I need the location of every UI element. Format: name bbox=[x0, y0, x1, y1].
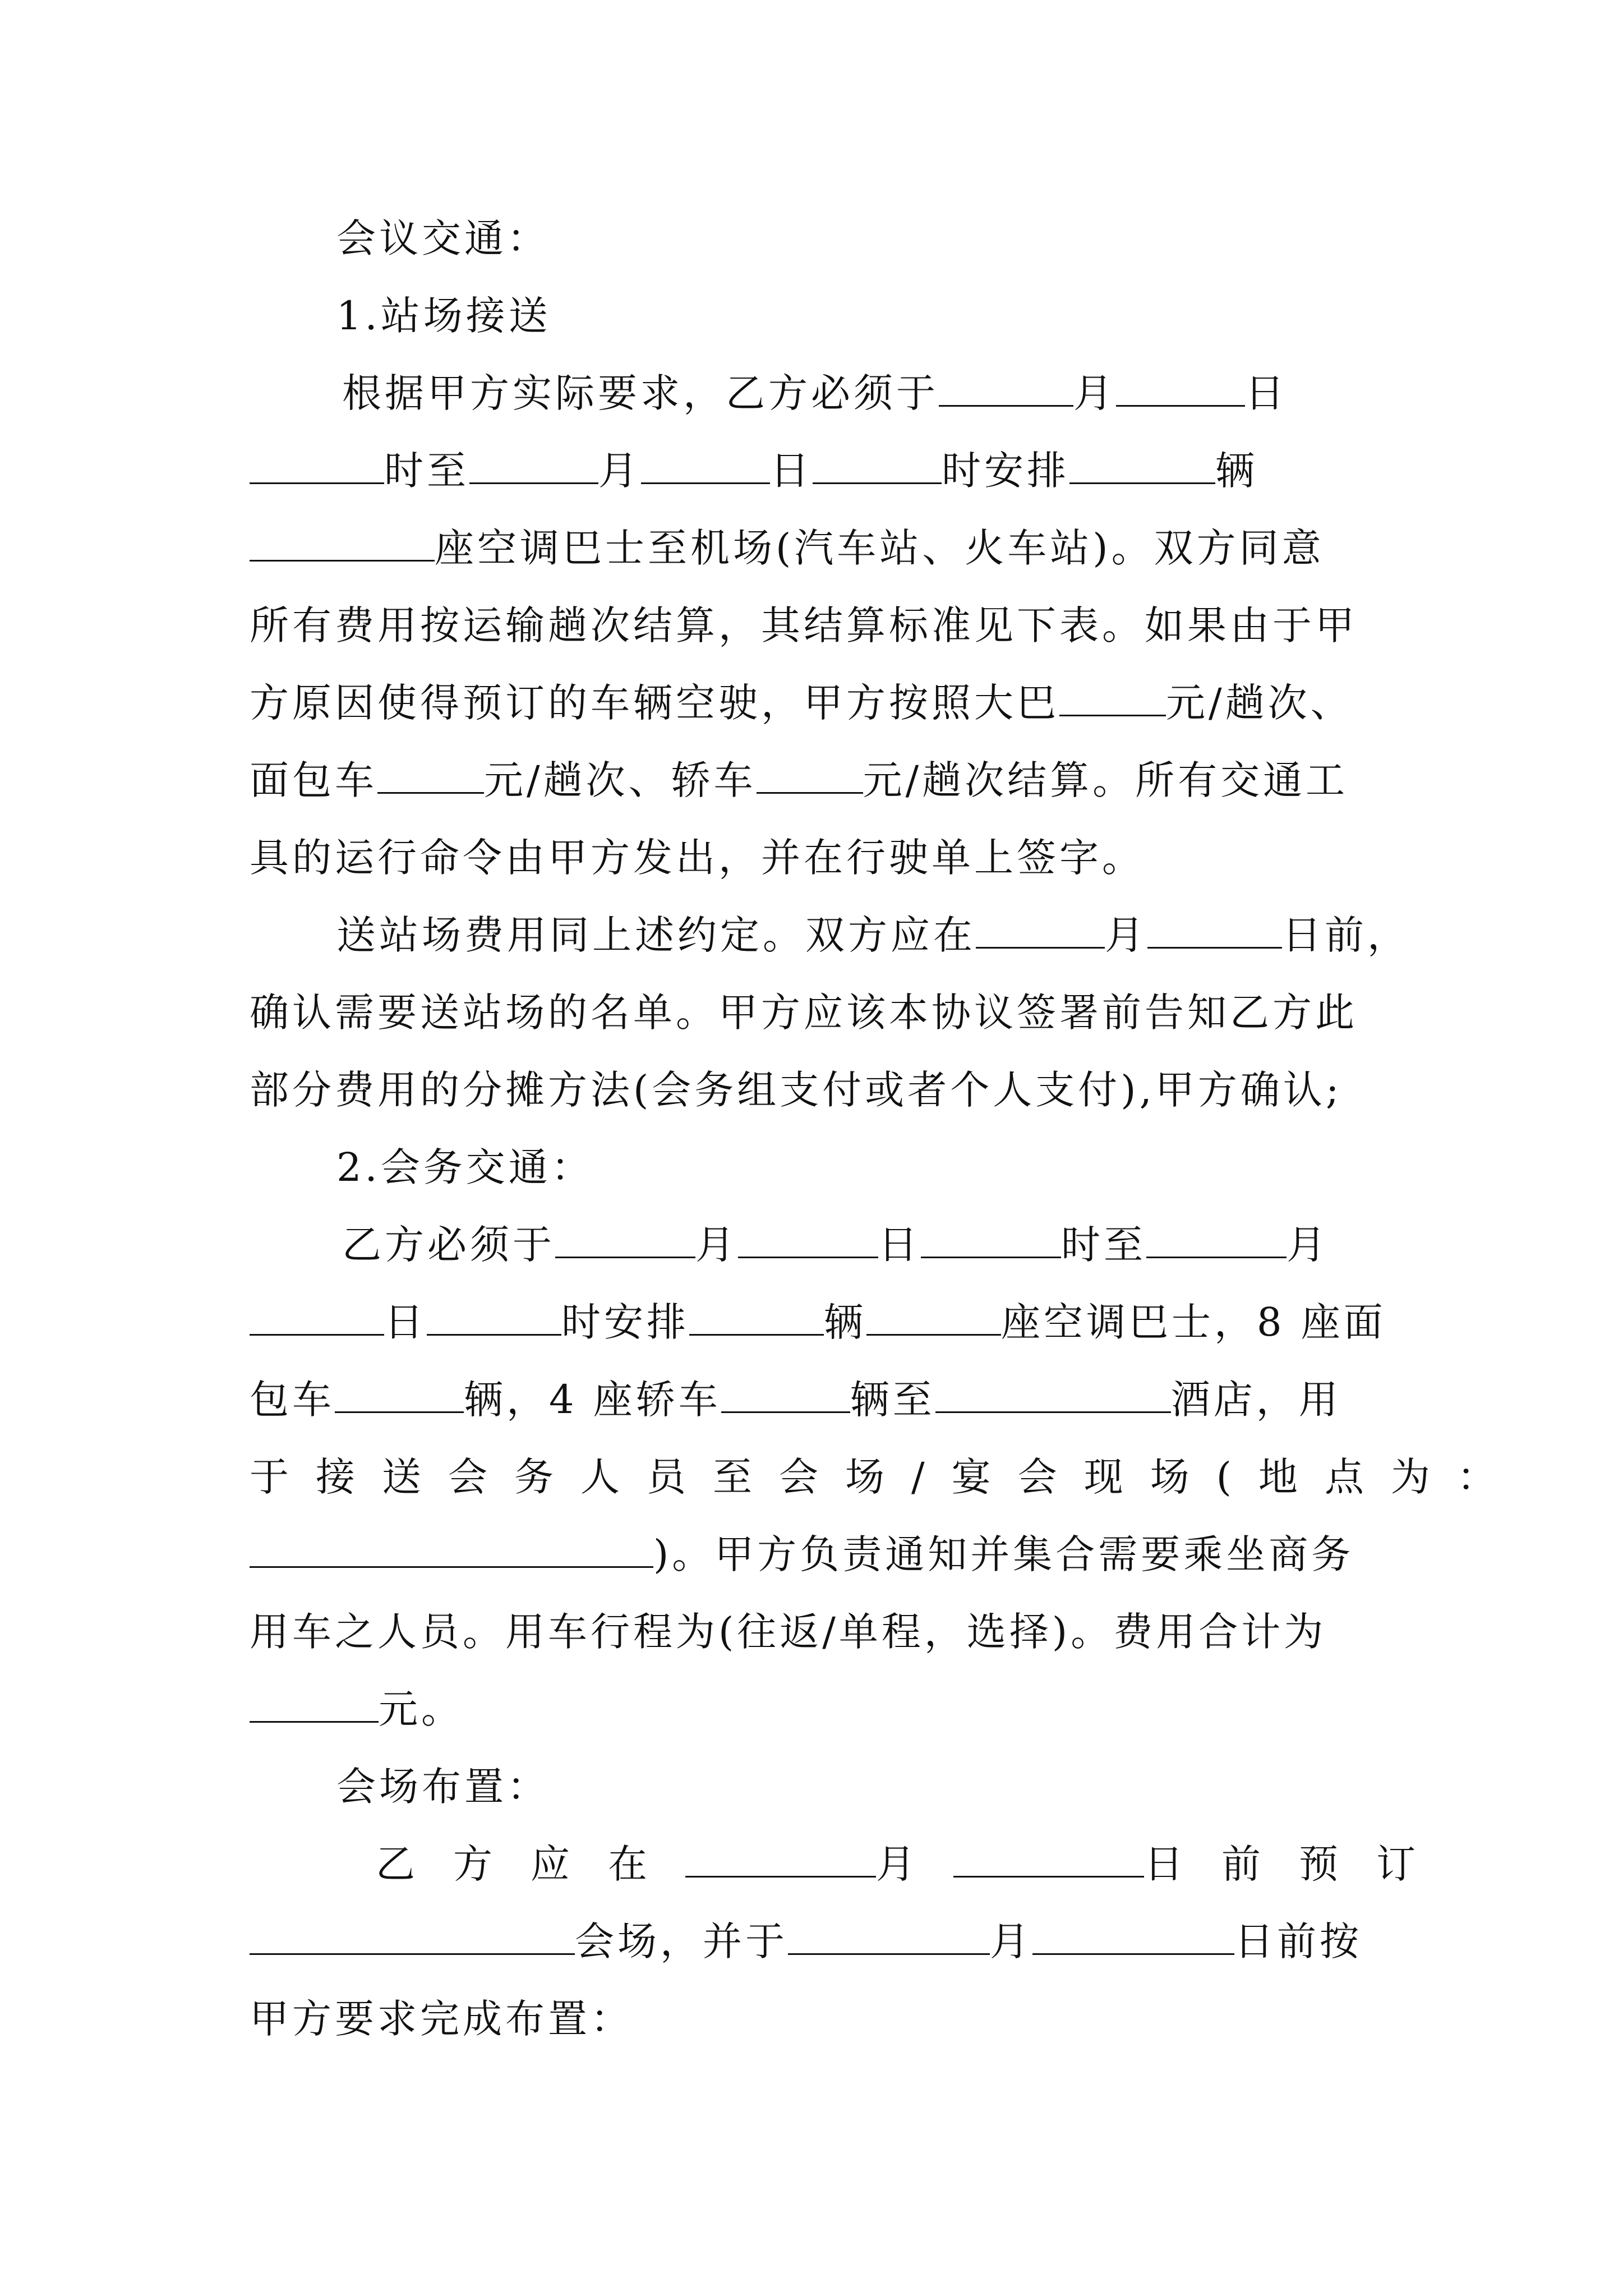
paragraph-line: 乙方必须于 月 日 时至 月 bbox=[342, 1222, 1329, 1268]
paragraph-line: 方原因使得预订的车辆空驶，甲方按照大巴 元/趟次、 bbox=[250, 680, 1353, 726]
fill-blank bbox=[250, 1300, 384, 1336]
fill-blank bbox=[1147, 913, 1282, 949]
item-title-station-transfer: 1.站场接送 bbox=[336, 293, 551, 339]
fill-blank bbox=[939, 371, 1073, 407]
fill-blank bbox=[689, 1300, 824, 1336]
fill-blank bbox=[921, 1223, 1061, 1258]
item-title-conference-transport: 2.会务交通： bbox=[336, 1144, 594, 1190]
fill-blank bbox=[685, 1842, 876, 1878]
fill-blank bbox=[1069, 449, 1215, 484]
fill-blank bbox=[469, 449, 598, 484]
paragraph-line: 确认需要送站场的名单。甲方应该本协议签署前告知乙方此 bbox=[250, 990, 1358, 1036]
fill-blank bbox=[555, 1223, 695, 1258]
paragraph-line: 面包车 元/趟次、轿车 元/趟次结算。所有交通工 bbox=[250, 757, 1349, 803]
fill-blank bbox=[953, 1842, 1144, 1878]
fill-blank bbox=[935, 1378, 1171, 1413]
paragraph-line: 部分费用的分摊方法(会务组支付或者个人支付),甲方确认; bbox=[250, 1067, 1343, 1113]
fill-blank bbox=[813, 449, 942, 484]
fill-blank bbox=[738, 1223, 878, 1258]
fill-blank bbox=[1059, 681, 1166, 716]
fill-blank bbox=[427, 1300, 561, 1336]
fill-blank bbox=[788, 1920, 990, 1955]
paragraph-line: )。甲方负责通知并集合需要乘坐商务 bbox=[250, 1529, 1354, 1580]
fill-blank bbox=[250, 1533, 653, 1568]
fill-blank bbox=[1032, 1920, 1234, 1955]
paragraph-line: 于接送会务人员至会场/宴会现场(地点为： bbox=[250, 1454, 1523, 1500]
paragraph-line: 根据甲方实际要求，乙方必须于 月 日 bbox=[342, 370, 1288, 416]
paragraph-line: 日 时安排 辆 座空调巴士，8 座面 bbox=[250, 1297, 1386, 1347]
fill-blank bbox=[866, 1300, 1001, 1336]
paragraph-line: 元。 bbox=[250, 1684, 464, 1734]
fill-blank bbox=[250, 449, 384, 484]
fill-blank bbox=[250, 526, 435, 562]
fill-blank bbox=[976, 913, 1105, 949]
section-heading-transport: 会议交通： bbox=[336, 215, 550, 261]
paragraph-line: 包车 辆，4 座轿车 辆至 酒店，用 bbox=[250, 1377, 1341, 1423]
fill-blank bbox=[250, 1687, 379, 1723]
fill-blank bbox=[641, 449, 770, 484]
paragraph-line: 座空调巴士至机场(汽车站、火车站)。双方同意 bbox=[250, 523, 1325, 573]
fill-blank bbox=[250, 1920, 575, 1955]
fill-blank bbox=[1146, 1223, 1287, 1258]
paragraph-line: 会场，并于 月 日前按 bbox=[250, 1916, 1362, 1967]
paragraph-line: 甲方要求完成布置： bbox=[250, 1996, 633, 2042]
fill-blank bbox=[377, 758, 484, 794]
paragraph-line: 所有费用按运输趟次结算，其结算标准见下表。如果由于甲 bbox=[250, 602, 1358, 648]
paragraph-line: 具的运行命令由甲方发出，并在行驶单上签字。 bbox=[250, 835, 1145, 881]
paragraph-line: 用车之人员。用车行程为(往返/单程，选择)。费用合计为 bbox=[250, 1609, 1327, 1655]
fill-blank bbox=[721, 1378, 850, 1413]
fill-blank bbox=[335, 1378, 464, 1413]
paragraph-line: 送站场费用同上述约定。双方应在 月 日前， bbox=[336, 912, 1410, 958]
section-heading-venue: 会场布置： bbox=[336, 1764, 550, 1810]
paragraph-line: 乙方应在 月 日前预订 bbox=[376, 1841, 1454, 1887]
paragraph-line: 时至 月 日 时安排 辆 bbox=[250, 445, 1258, 496]
fill-blank bbox=[757, 758, 863, 794]
fill-blank bbox=[1116, 371, 1245, 407]
